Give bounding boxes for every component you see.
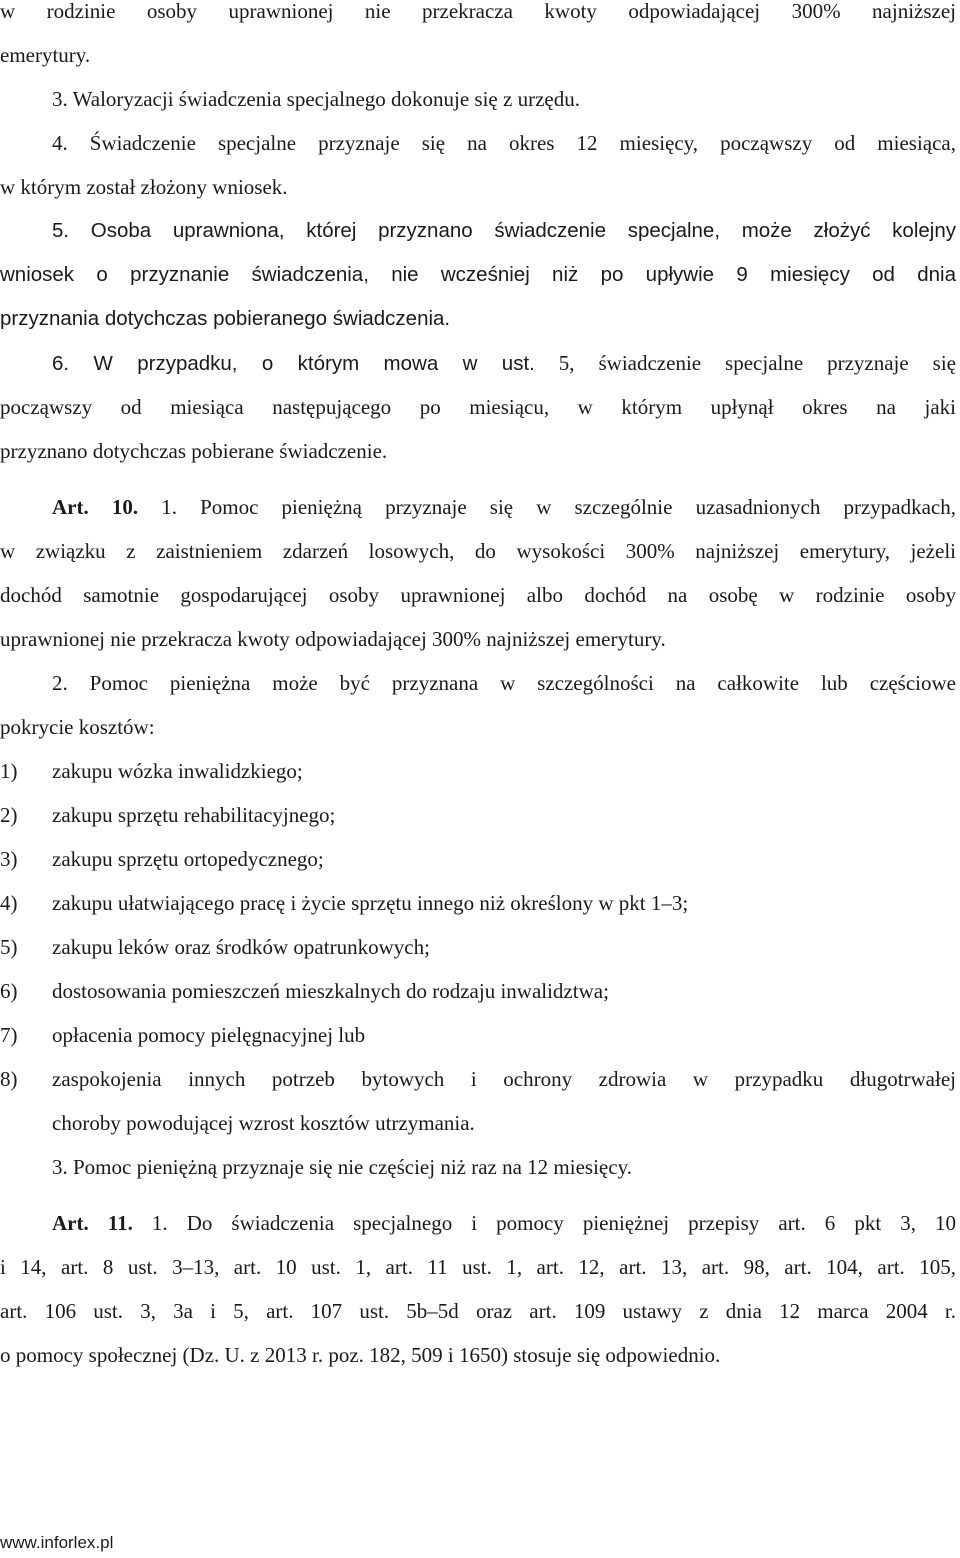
art-10-line-2: w związku z zaistnieniem zdarzeń losowych, do wysokości 300% najniższej emerytury, jeżeli	[0, 539, 956, 563]
paragraph-6-rest: 5, świadczenie specjalne przyznaje się	[534, 351, 956, 375]
list-item-number: 7)	[0, 1023, 18, 1047]
list-item-number: 3)	[0, 847, 18, 871]
art-11-text: 1. Do świadczenia specjalnego i pomocy pieniężnej przepisy art. 6 pkt 3, 10	[132, 1211, 956, 1235]
list-item-number: 4)	[0, 891, 18, 915]
art-10-paragraph-2-line-1: 2. Pomoc pieniężna może być przyznana w szczególności na całkowite lub częściowe	[52, 671, 956, 695]
paragraph-continuation-line-2: emerytury.	[0, 43, 91, 67]
list-item-text: zakupu ułatwiającego pracę i życie sprzętu innego niż określony w pkt 1–3;	[52, 891, 689, 915]
list-item-text-continuation: choroby powodującej wzrost kosztów utrzymania.	[52, 1111, 475, 1135]
paragraph-5-line-2: wniosek o przyznanie świadczenia, nie wcześniej niż po upływie 9 miesięcy od dnia	[0, 263, 956, 286]
art-11-line-1	[52, 1210, 956, 1236]
list-item-number: 1)	[0, 759, 18, 783]
art-10-label: Art. 10.	[52, 495, 139, 519]
list-item-text: zakupu wózka inwalidzkiego;	[52, 759, 303, 783]
list-item-text: zakupu sprzętu ortopedycznego;	[52, 847, 324, 871]
paragraph-5-line-3: przyznania dotychczas pobieranego świadczenia.	[0, 307, 451, 330]
list-item-text: opłacenia pomocy pielęgnacyjnej lub	[52, 1023, 366, 1047]
list-item-text: zaspokojenia innych potrzeb bytowych i ochrony zdrowia w przypadku długotrwałej	[52, 1067, 956, 1091]
art-11-line-3: art. 106 ust. 3, 3a i 5, art. 107 ust. 5b–5d oraz art. 109 ustawy z dnia 12 marca 2004 r.	[0, 1299, 956, 1323]
list-item-number: 6)	[0, 979, 18, 1003]
paragraph-3: 3. Waloryzacji świadczenia specjalnego dokonuje się z urzędu.	[52, 87, 580, 111]
list-item-text: dostosowania pomieszczeń mieszkalnych do rodzaju inwalidztwa;	[52, 979, 609, 1003]
art-10-text: 1. Pomoc pieniężną przyznaje się w szczególnie uzasadnionych przypadkach,	[138, 495, 956, 519]
paragraph-6-line-2: począwszy od miesiąca następującego po miesiącu, w którym upłynął okres na jaki	[0, 395, 956, 419]
paragraph-6-lead: 6. W przypadku, o którym mowa w ust.	[52, 352, 535, 375]
art-11-label: Art. 11.	[52, 1211, 133, 1235]
art-10-line-3: dochód samotnie gospodarującej osoby uprawnionej albo dochód na osobę w rodzinie osoby	[0, 583, 956, 607]
footer-url: www.inforlex.pl	[0, 1533, 114, 1552]
paragraph-5-line-1: 5. Osoba uprawniona, której przyznano świadczenie specjalne, może złożyć kolejny	[52, 219, 956, 242]
list-item-text: zakupu sprzętu rehabilitacyjnego;	[52, 803, 336, 827]
list-item-text: zakupu leków oraz środków opatrunkowych;	[52, 935, 430, 959]
paragraph-4-line-2: w którym został złożony wniosek.	[0, 175, 288, 199]
paragraph-6-line-1	[52, 350, 956, 377]
art-11-line-4: o pomocy społecznej (Dz. U. z 2013 r. poz. 182, 509 i 1650) stosuje się odpowiednio.	[0, 1343, 721, 1367]
list-item-number: 2)	[0, 803, 18, 827]
paragraph-4-line-1: 4. Świadczenie specjalne przyznaje się na okres 12 miesięcy, począwszy od miesiąca,	[52, 131, 956, 155]
art-10-line-4: uprawnionej nie przekracza kwoty odpowiadającej 300% najniższej emerytury.	[0, 627, 666, 651]
list-item-number: 8)	[0, 1067, 18, 1091]
art-11-line-2: i 14, art. 8 ust. 3–13, art. 10 ust. 1, art. 11 ust. 1, art. 12, art. 13, art. 98, art. 104, art. 105,	[0, 1255, 956, 1279]
art-10-paragraph-3: 3. Pomoc pieniężną przyznaje się nie częściej niż raz na 12 miesięcy.	[52, 1155, 632, 1179]
art-10-paragraph-2-line-2: pokrycie kosztów:	[0, 715, 155, 739]
list-item-number: 5)	[0, 935, 18, 959]
art-10-line-1	[52, 494, 956, 520]
paragraph-continuation-line-1: w rodzinie osoby uprawnionej nie przekracza kwoty odpowiadającej 300% najniższej	[0, 0, 956, 23]
paragraph-6-line-3: przyznano dotychczas pobierane świadczenie.	[0, 439, 388, 463]
